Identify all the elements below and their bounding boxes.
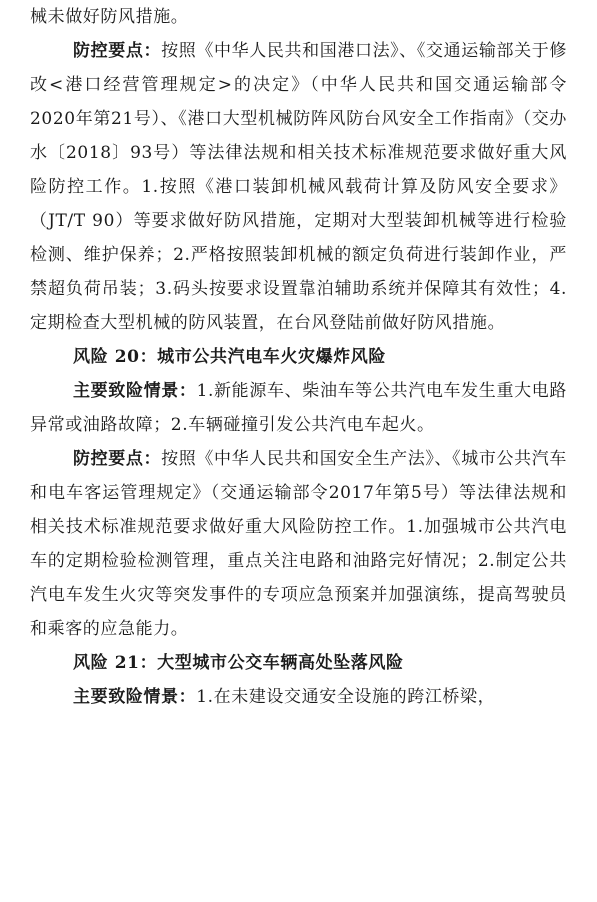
heading-prefix: 风险: [73, 653, 115, 673]
paragraph-label: 防控要点：: [73, 449, 162, 469]
section-heading-risk-20: [0, 340, 597, 374]
heading-number: 20: [114, 347, 140, 367]
paragraph-text: 1.在未建设交通安全设施的跨江桥梁，: [196, 687, 496, 707]
paragraph-risk-scenarios-bus-fire: [0, 374, 597, 442]
heading-number: 21: [114, 653, 140, 673]
paragraph-text: 1.新能源车、柴油车等公共汽电车发生重大电路异常或油路故障；2.车辆碰撞引发公共汽电车起火。: [30, 381, 567, 435]
heading-title: ：大型城市公交车辆高处坠落风险: [139, 653, 404, 673]
paragraph-risk-scenarios-bus-fall: [0, 680, 597, 714]
section-heading-risk-21: [0, 646, 597, 680]
paragraph-text: 械未做好防风措施。: [30, 7, 189, 27]
paragraph-text: 按照《中华人民共和国安全生产法》、《城市公共汽车和电车客运管理规定》（交通运输部令2017年第5号）等法律法规和相关技术标准规范要求做好重大风险防控工作。1.加强城市公共汽电车的定期检验检测管理，重点关注电路和油路完好情况；2.制定公共汽电车发生火灾等突发事件的专项应急预案并加强演练，提高驾驶员和乘客的应急能力。: [30, 449, 567, 639]
paragraph-label: 主要致险情景：: [73, 687, 197, 707]
paragraph-text: 按照《中华人民共和国港口法》、《交通运输部关于修改<港口经营管理规定>的决定》（中华人民共和国交通运输部令2020年第21号）、《港口大型机械防阵风防台风安全工作指南》（交办水〔2018〕93号）等法律法规和相关技术标准规范要求做好重大风险防控工作。1.按照《港口装卸机械风载荷计算及防风安全要求》（JT/T 90）等要求做好防风措施，定期对大型装卸机械等进行检验检测、维护保养；2.严格按照装卸机械的额定负荷进行装卸作业，严禁超负荷吊装；3.码头按要求设置靠泊辅助系统并保障其有效性；4.定期检查大型机械的防风装置，在台风登陆前做好防风措施。: [30, 41, 567, 333]
paragraph-continuation: [0, 0, 597, 34]
paragraph-prevention-points-bus-fire: [0, 442, 597, 646]
paragraph-label: 防控要点：: [73, 41, 162, 61]
paragraph-label: 主要致险情景：: [73, 381, 197, 401]
paragraph-prevention-points-port: [0, 34, 597, 340]
heading-prefix: 风险: [73, 347, 115, 367]
heading-title: ：城市公共汽电车火灾爆炸风险: [139, 347, 386, 367]
